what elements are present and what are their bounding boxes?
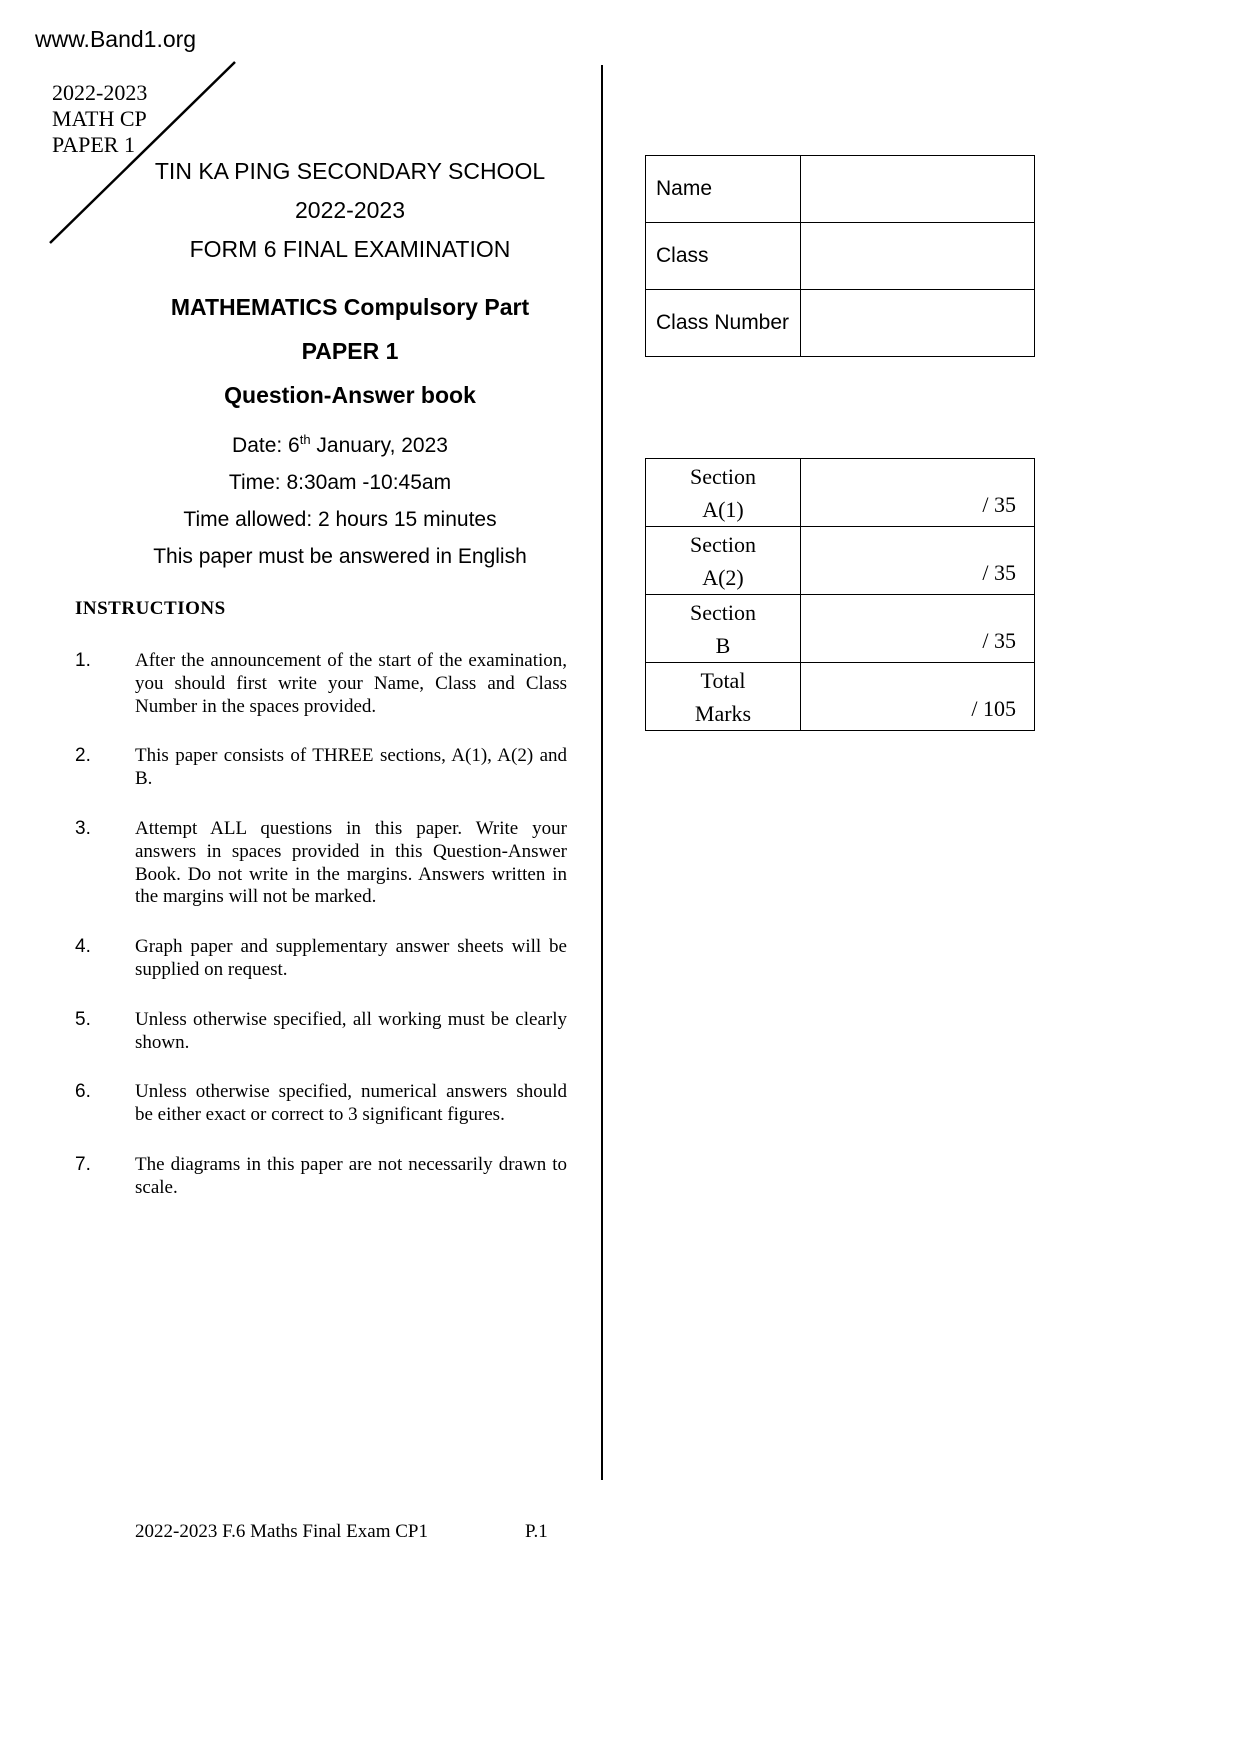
instruction-number: 5. xyxy=(75,1008,91,1030)
instruction-item xyxy=(75,936,567,982)
paper-code-subject: MATH CP xyxy=(52,105,147,131)
exam-details xyxy=(0,432,680,582)
info-row-blank-field xyxy=(801,223,1034,289)
instruction-number: 4. xyxy=(75,936,91,958)
exam-title: FORM 6 FINAL EXAMINATION xyxy=(189,236,511,262)
instruction-item xyxy=(75,1154,567,1200)
paper-code-paper: PAPER 1 xyxy=(52,131,135,157)
exam-date: Date: 6th January, 2023 xyxy=(232,432,448,457)
info-row-label: Class Number xyxy=(646,290,801,356)
info-table-row xyxy=(646,223,1034,290)
subject-title: MATHEMATICS Compulsory Part xyxy=(170,294,530,320)
instructions-heading: INSTRUCTIONS xyxy=(75,598,226,619)
instruction-number: 6. xyxy=(75,1081,91,1103)
marks-row-label: Section A(2) xyxy=(646,527,801,594)
instruction-text: This paper consists of THREE sections, A(1), A(2) and B. xyxy=(135,745,567,790)
paper-number: PAPER 1 xyxy=(301,338,399,364)
info-row-label: Name xyxy=(646,156,801,222)
info-row-label: Class xyxy=(646,223,801,289)
exam-year: 2022-2023 xyxy=(295,197,405,223)
instructions-list xyxy=(75,650,567,1200)
paper-code-year: 2022-2023 xyxy=(52,80,148,105)
time-allowed: Time allowed: 2 hours 15 minutes xyxy=(183,508,497,531)
instruction-item xyxy=(75,1081,567,1127)
marks-row-label: Section B xyxy=(646,595,801,662)
marks-row-label: Total Marks xyxy=(646,663,801,730)
instruction-item xyxy=(75,818,567,909)
info-table-row xyxy=(646,156,1034,223)
instruction-item xyxy=(75,650,567,718)
info-row-blank-field xyxy=(801,156,1034,222)
language-note: This paper must be answered in English xyxy=(153,545,527,568)
instruction-text: Unless otherwise specified, numerical answers should be either exact or correct to 3 significant figures. xyxy=(135,1081,567,1126)
candidate-info-table xyxy=(645,155,1035,357)
exam-time: Time: 8:30am -10:45am xyxy=(228,471,452,494)
marks-row-score: / 35 xyxy=(982,492,1016,517)
instruction-text: Unless otherwise specified, all working must be clearly shown. xyxy=(135,1008,567,1053)
instruction-text: Graph paper and supplementary answer sheets will be supplied on request. xyxy=(135,936,567,980)
site-watermark: www.Band1.org xyxy=(35,26,197,52)
instruction-number: 3. xyxy=(75,817,91,839)
instruction-item xyxy=(75,1009,567,1055)
info-row-blank-field xyxy=(801,290,1034,356)
footer-page-number: P.1 xyxy=(525,1521,548,1542)
instruction-number: 7. xyxy=(75,1153,91,1175)
instruction-text: Attempt ALL questions in this paper. Write your answers in spaces provided in this Question-Answer Book. Do not write in the margins. Answers written in the margins will not be marked. xyxy=(135,817,567,908)
marks-table-row xyxy=(646,663,1034,730)
marks-row-label: Section A(1) xyxy=(646,459,801,526)
marks-table-row xyxy=(646,595,1034,663)
instruction-number: 2. xyxy=(75,745,91,767)
instructions-section xyxy=(75,598,567,1227)
footer-exam-label: 2022-2023 F.6 Maths Final Exam CP1 xyxy=(135,1521,428,1542)
date-ordinal: th xyxy=(299,432,311,447)
marks-row-score: / 35 xyxy=(982,560,1016,585)
instruction-text: The diagrams in this paper are not necessarily drawn to scale. xyxy=(135,1153,567,1198)
info-table-row xyxy=(646,290,1034,356)
instruction-text: After the announcement of the start of the examination, you should first write your Name, Class and Class Number in the spaces provided. xyxy=(135,650,567,717)
marks-row-score: / 35 xyxy=(982,628,1016,653)
instruction-item xyxy=(75,745,567,791)
marks-row-score: / 105 xyxy=(971,696,1016,721)
exam-header xyxy=(0,158,700,426)
instruction-number: 1. xyxy=(75,650,91,671)
marks-table-row xyxy=(646,459,1034,527)
school-name: TIN KA PING SECONDARY SCHOOL xyxy=(154,158,546,184)
marks-table-row xyxy=(646,527,1034,595)
book-type: Question-Answer book xyxy=(224,382,476,408)
marks-table xyxy=(645,458,1035,731)
